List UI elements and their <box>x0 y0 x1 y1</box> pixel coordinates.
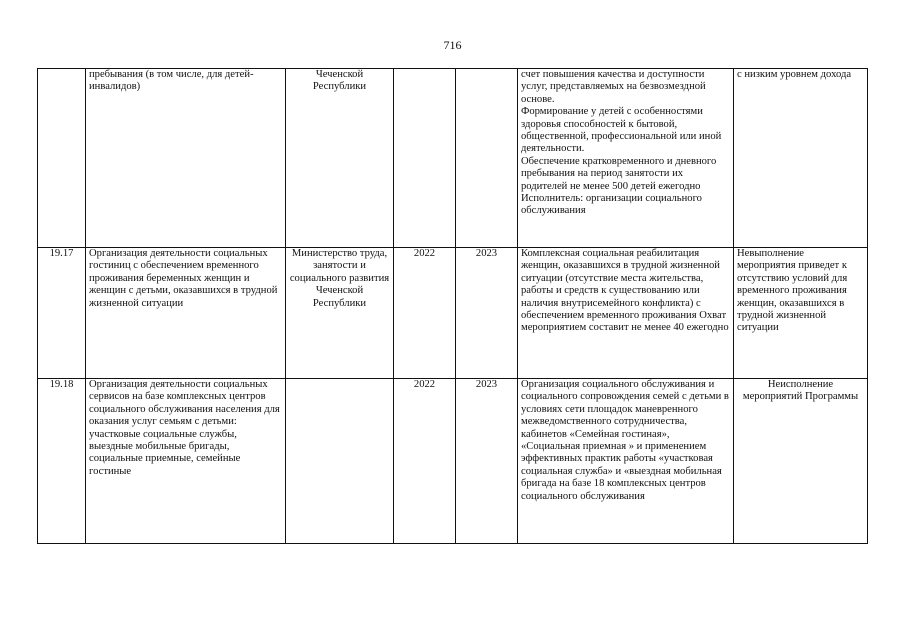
end-year-cell: 2023 <box>456 379 518 544</box>
start-year-cell <box>394 69 456 248</box>
page-number: 716 <box>443 38 462 52</box>
start-year-cell: 2022 <box>394 379 456 544</box>
consequence-cell: с низким уровнем дохода <box>734 69 868 248</box>
program-table <box>37 68 868 544</box>
executor-cell: Чеченской Республики <box>286 69 394 248</box>
row-number-cell: 19.17 <box>38 248 86 379</box>
table-row <box>38 69 868 248</box>
expected-result-cell: Комплексная социальная реабилитация женщин, оказавшихся в трудной жизненной ситуации (отсутствие места жительства, работы и средств к существованию или наличия внутрисемейного конфликта) с обеспечением временного проживания Охват мероприятием составит не менее 40 ежегодно <box>518 248 734 379</box>
activity-name-cell: пребывания (в том числе, для детей-инвалидов) <box>86 69 286 248</box>
row-number-cell <box>38 69 86 248</box>
activity-name-cell: Организация деятельности социальных сервисов на базе комплексных центров социального обслуживания населения для оказания услуг семьям с детьми: участковые социальные службы, выездные мобильные бригады, социальные приемные, семейные гостиные <box>86 379 286 544</box>
row-number-cell: 19.18 <box>38 379 86 544</box>
table-row <box>38 248 868 379</box>
consequence-cell: Невыполнение мероприятия приведет к отсутствию условий для временного проживания женщин, оказавшихся в трудной жизненной ситуации <box>734 248 868 379</box>
end-year-cell <box>456 69 518 248</box>
expected-result-cell: Организация социального обслуживания и социального сопровождения семей с детьми в условиях сети площадок маневренного межведомственного сотрудничества, кабинетов «Семейная гостиная», «Социальная приемная » и применением эффективных практик работы «участковая социальная служба» и «выездная мобильная бригада на базе 18 комплексных центров социального обслуживания <box>518 379 734 544</box>
consequence-cell: Неисполнение мероприятий Программы <box>734 379 868 544</box>
start-year-cell: 2022 <box>394 248 456 379</box>
executor-cell: Министерство труда, занятости и социального развития Чеченской Республики <box>286 248 394 379</box>
executor-cell <box>286 379 394 544</box>
activity-name-cell: Организация деятельности социальных гостиниц с обеспечением временного проживания беременных женщин и женщин с детьми, оказавшихся в трудной жизненной ситуации <box>86 248 286 379</box>
expected-result-cell: счет повышения качества и доступности услуг, представляемых на безвозмездной основе. Формирование у детей с особенностями здоровья способностей к бытовой, общественной, профессиональной или иной деятельности. Обеспечение кратковременного и дневного пребывания на период занятости их родителей не менее 500 детей ежегодно Исполнитель: организации социального обслуживания <box>518 69 734 248</box>
end-year-cell: 2023 <box>456 248 518 379</box>
table-row <box>38 379 868 544</box>
